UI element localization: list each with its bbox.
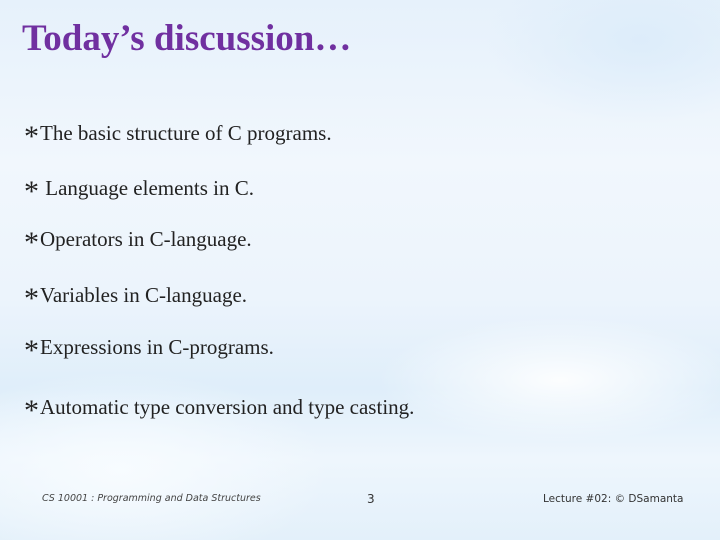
bullet-item — [24, 396, 414, 426]
footer-page-number: 3 — [367, 492, 375, 506]
bullet-text: The basic structure of C programs. — [40, 121, 332, 145]
slide-title: Today’s discussion… — [22, 18, 352, 59]
bullet-item — [24, 284, 247, 314]
bullet-item — [24, 122, 332, 152]
bullet-text: Variables in C-language. — [40, 283, 248, 307]
bullet-item — [24, 228, 252, 258]
bullet-mark: * — [24, 120, 39, 153]
bullet-mark: * — [24, 282, 39, 315]
bullet-mark: * — [24, 226, 39, 259]
bullet-text: Operators in C-language. — [40, 227, 252, 251]
bullet-mark: * — [24, 175, 39, 208]
bullet-mark: * — [24, 394, 39, 427]
footer-lecture: Lecture #02: © DSamanta — [543, 493, 684, 505]
bullet-text: Expressions in C-programs. — [40, 335, 274, 359]
bullet-mark: * — [24, 334, 39, 367]
bullet-item — [24, 336, 274, 366]
bullet-text: Automatic type conversion and type casting. — [40, 395, 415, 419]
bullet-text: Language elements in C. — [40, 176, 255, 200]
footer-course: CS 10001 : Programming and Data Structures — [42, 493, 261, 504]
bullet-item — [24, 177, 254, 207]
